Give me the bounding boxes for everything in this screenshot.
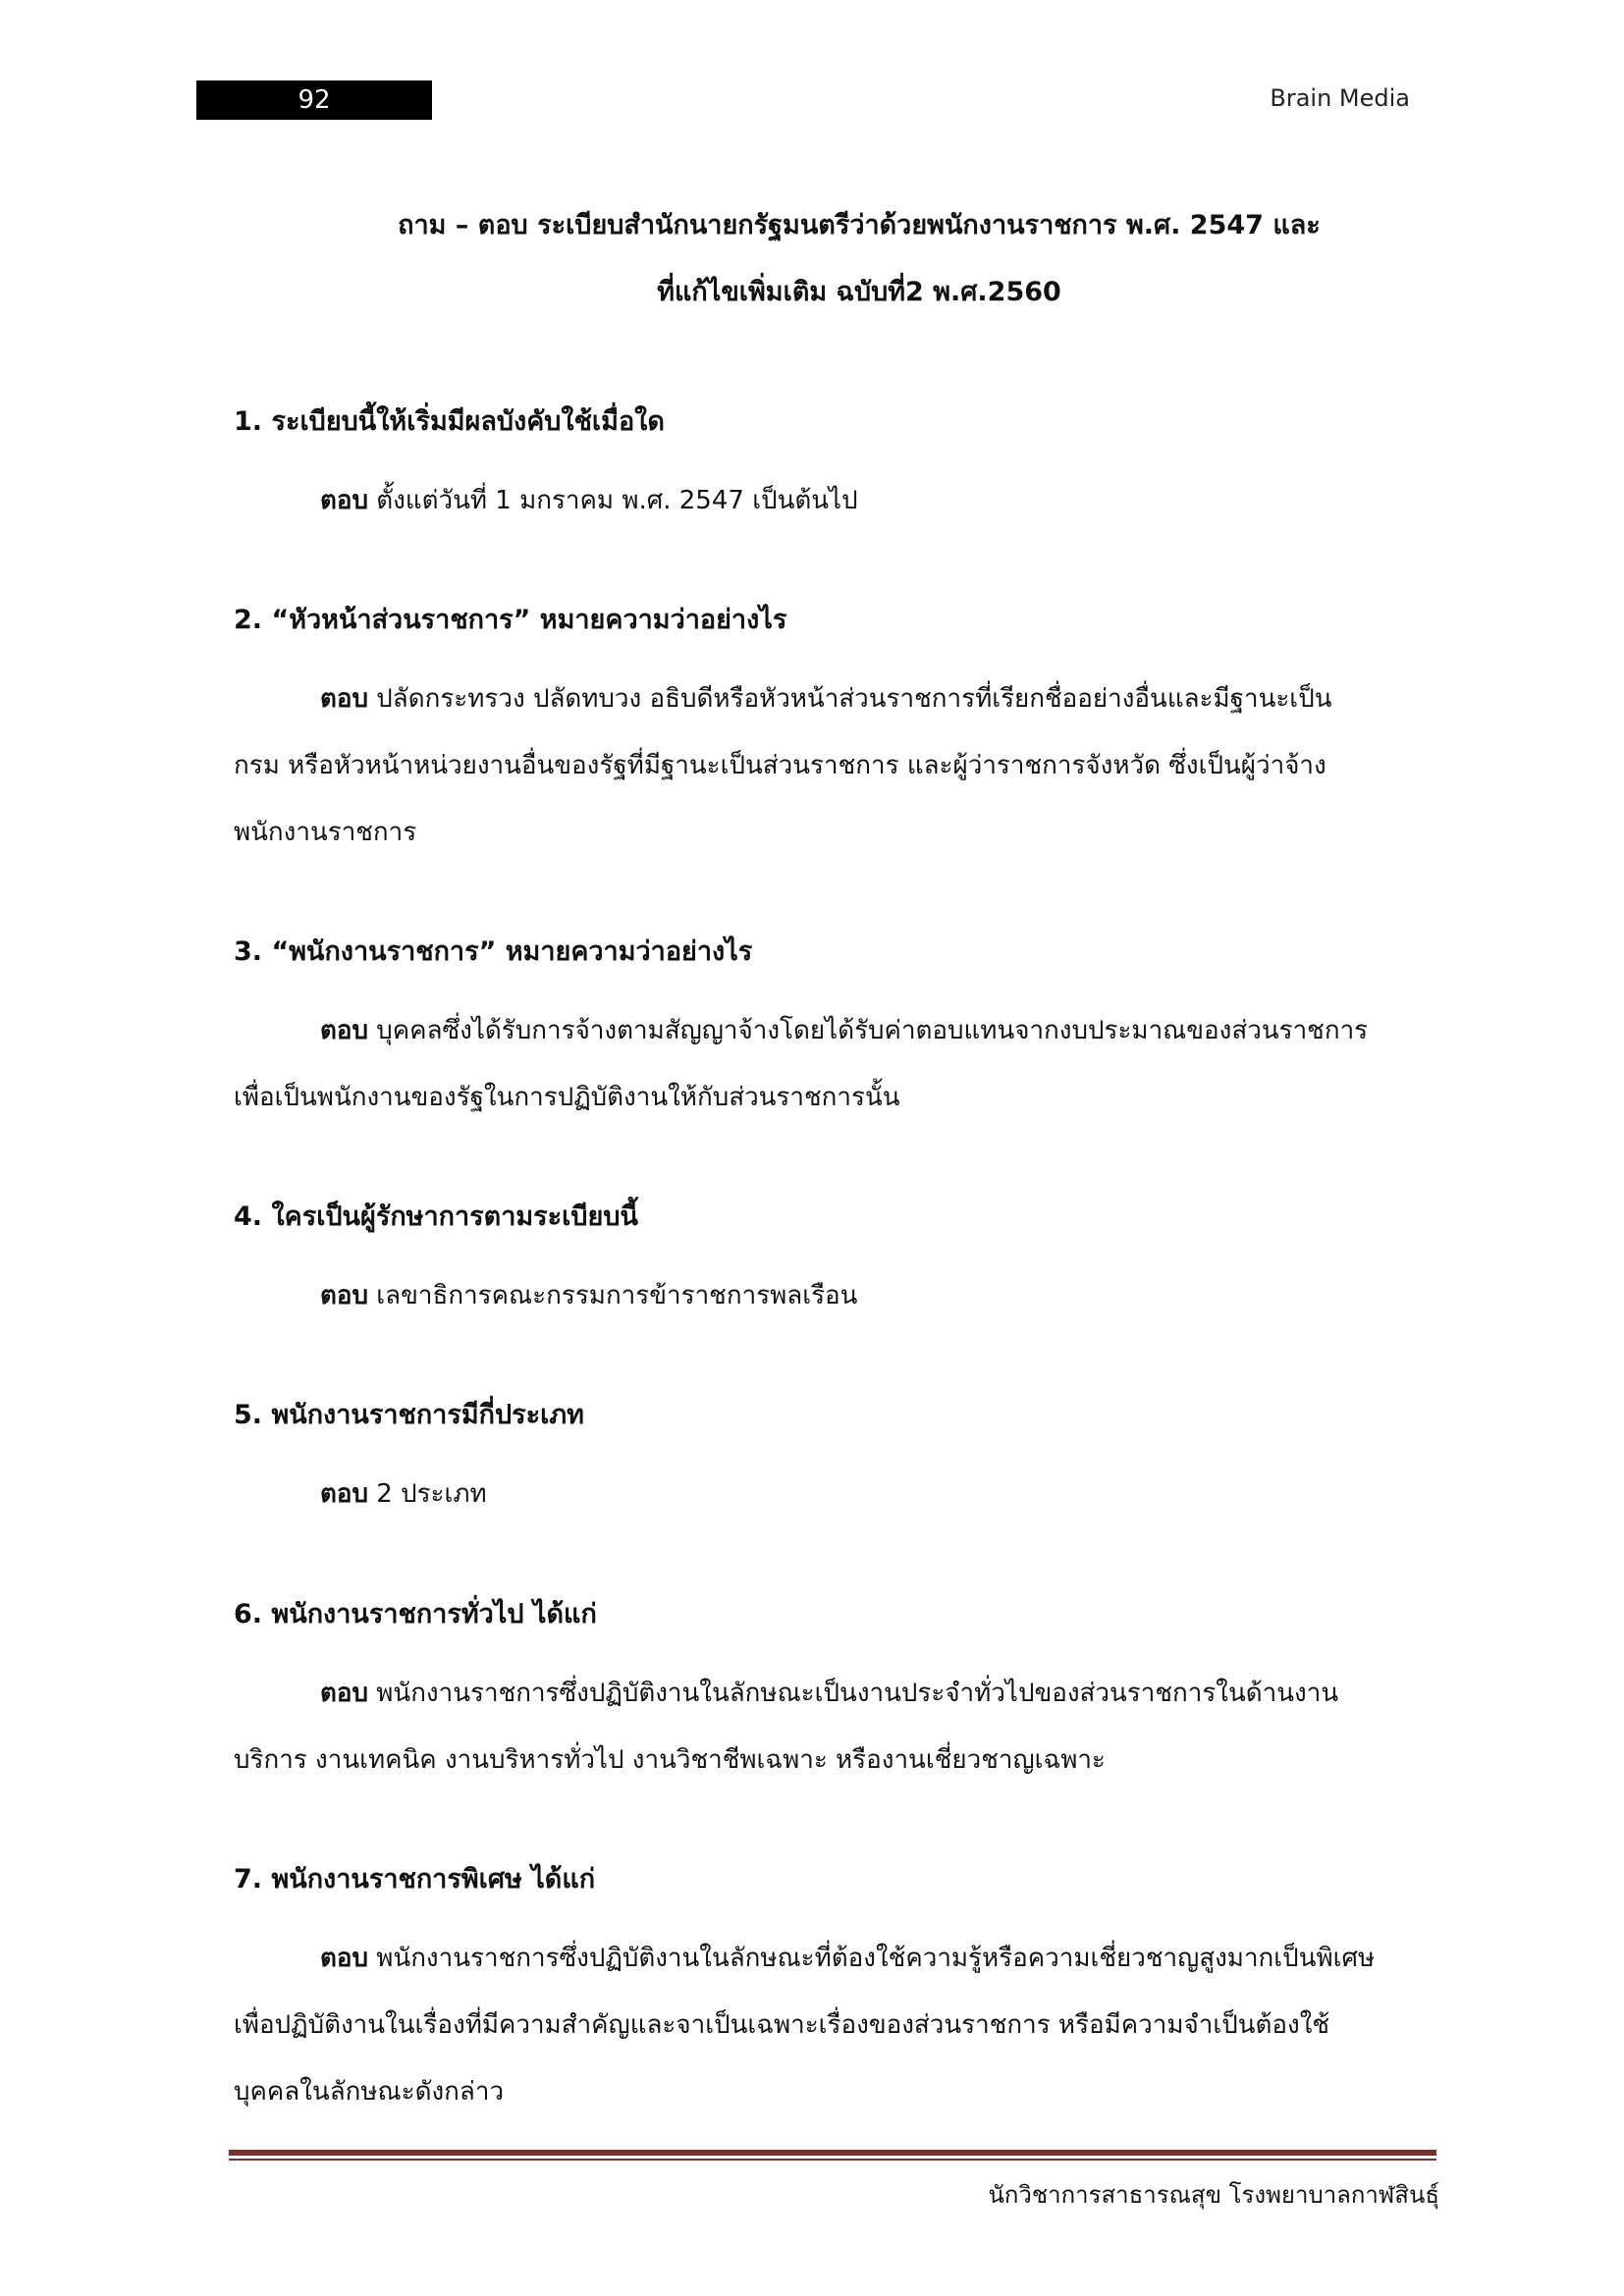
answer-1 xyxy=(234,467,1441,534)
answer-6 xyxy=(234,1660,1441,1793)
answer-label: ตอบ xyxy=(320,1016,369,1045)
document-title-line-2: ที่แก้ไขเพิ่มเติม ฉบับที่2 พ.ศ.2560 xyxy=(657,277,1061,307)
answer-7-line-2: เพื่อปฏิบัติงานในเรื่องที่มีความสำคัญและจาเป็นเฉพาะเรื่องของส่วนราชการ หรือมีความจำเป็นต้องใช้ xyxy=(234,2010,1330,2040)
answer-7 xyxy=(234,1925,1441,2125)
question-3: 3. “พนักงานราชการ” หมายความว่าอย่างไร xyxy=(234,936,753,967)
qa-item-1 xyxy=(234,402,1441,534)
question-7: 7. พนักงานราชการพิเศษ ได้แก่ xyxy=(234,1864,596,1895)
answer-label: ตอบ xyxy=(320,1281,369,1310)
answer-4-line-1: เลขาธิการคณะกรรมการข้าราชการพลเรือน xyxy=(376,1281,858,1310)
answer-5-line-1: 2 ประเภท xyxy=(376,1479,487,1509)
page-number-badge xyxy=(196,80,432,120)
answer-2-line-1: ปลัดกระทรวง ปลัดทบวง อธิบดีหรือหัวหน้าส่วนราชการที่เรียกชื่ออย่างอื่นและมีฐานะเป็น xyxy=(376,684,1332,714)
question-5: 5. พนักงานราชการมีกี่ประเภท xyxy=(234,1400,584,1430)
page-number: 92 xyxy=(298,85,331,115)
answer-3-line-1: บุคคลซึ่งได้รับการจ้างตามสัญญาจ้างโดยได้รับค่าตอบแทนจากงบประมาณของส่วนราชการ xyxy=(376,1016,1369,1045)
qa-item-5 xyxy=(234,1396,1441,1527)
answer-2-line-2: กรม หรือหัวหน้าหน่วยงานอื่นของรัฐที่มีฐานะเป็นส่วนราชการ และผู้ว่าราชการจังหวัด ซึ่งเป็นผู้ว่าจ้าง xyxy=(234,751,1326,780)
answer-label: ตอบ xyxy=(320,684,369,714)
answer-3 xyxy=(234,997,1441,1131)
answer-2-line-3: พนักงานราชการ xyxy=(234,818,417,847)
footer-divider-thin xyxy=(229,2159,1436,2161)
qa-item-3 xyxy=(234,933,1441,1131)
answer-label: ตอบ xyxy=(320,1479,369,1509)
question-2: 2. “หัวหน้าส่วนราชการ” หมายความว่าอย่างไร xyxy=(234,605,787,635)
answer-label: ตอบ xyxy=(320,486,369,515)
qa-item-2 xyxy=(234,601,1441,866)
question-1: 1. ระเบียบนี้ให้เริ่มมีผลบังคับใช้เมื่อใด xyxy=(234,406,665,437)
answer-7-line-3: บุคคลในลักษณะดังกล่าว xyxy=(234,2077,505,2107)
question-6: 6. พนักงานราชการทั่วไป ได้แก่ xyxy=(234,1599,597,1629)
answer-2 xyxy=(234,666,1441,866)
publisher-name: Brain Media xyxy=(1270,84,1410,112)
answer-5 xyxy=(234,1461,1441,1527)
answer-3-line-2: เพื่อเป็นพนักงานของรัฐในการปฏิบัติงานให้กับส่วนราชการนั้น xyxy=(234,1083,900,1112)
qa-item-7 xyxy=(234,1860,1441,2125)
qa-item-4 xyxy=(234,1198,1441,1329)
document-title-line-1: ถาม – ตอบ ระเบียบสำนักนายกรัฐมนตรีว่าด้วยพนักงานราชการ พ.ศ. 2547 และ xyxy=(398,210,1321,240)
answer-label: ตอบ xyxy=(320,1679,369,1708)
answer-1-line-1: ตั้งแต่วันที่ 1 มกราคม พ.ศ. 2547 เป็นต้นไป xyxy=(376,486,858,515)
answer-7-line-1: พนักงานราชการซึ่งปฏิบัติงานในลักษณะที่ต้องใช้ความรู้หรือความเชี่ยวชาญสูงมากเป็นพิเศษ xyxy=(376,1944,1376,1973)
answer-6-line-1: พนักงานราชการซึ่งปฏิบัติงานในลักษณะเป็นงานประจำทั่วไปของส่วนราชการในด้านงาน xyxy=(376,1679,1339,1708)
answer-4 xyxy=(234,1262,1441,1329)
qa-item-6 xyxy=(234,1595,1441,1793)
answer-6-line-2: บริการ งานเทคนิค งานบริหารทั่วไป งานวิชาชีพเฉพาะ หรืองานเชี่ยวชาญเฉพาะ xyxy=(234,1745,1106,1775)
answer-label: ตอบ xyxy=(320,1944,369,1973)
question-4: 4. ใครเป็นผู้รักษาการตามระเบียบนี้ xyxy=(234,1201,638,1232)
footer-divider xyxy=(229,2150,1436,2156)
footer-author-affiliation: นักวิชาการสาธารณสุข โรงพยาบาลกาฬสินธุ์ xyxy=(988,2181,1439,2209)
